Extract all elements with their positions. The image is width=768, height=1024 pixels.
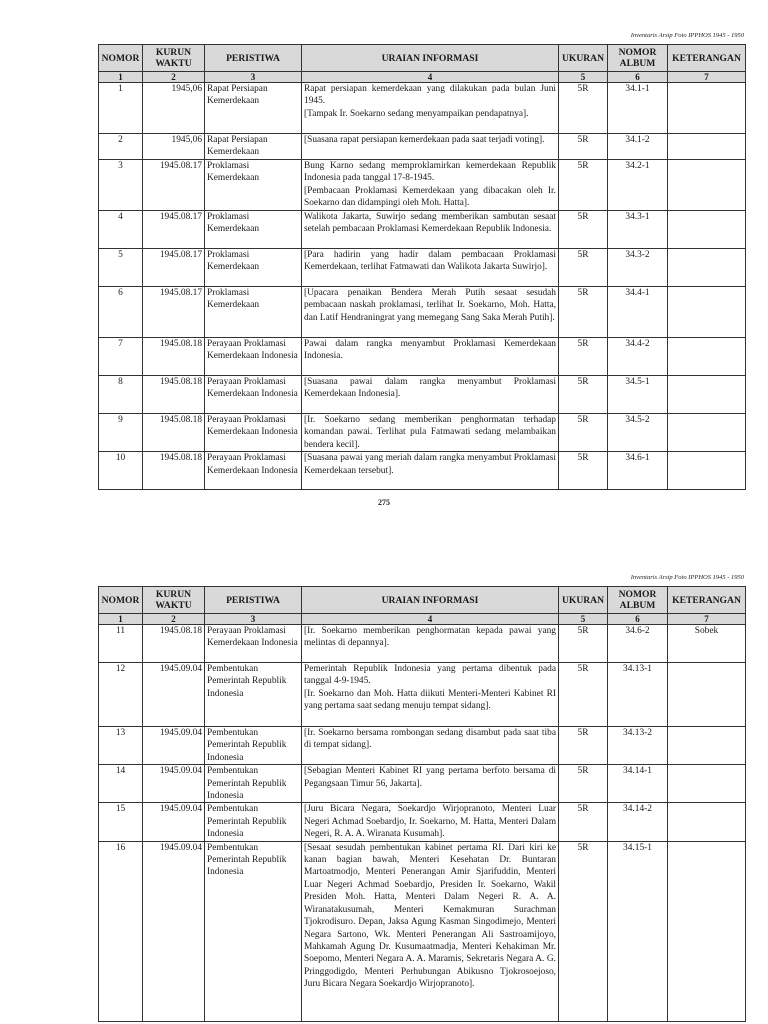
cell-nomor-album: 34.13-2	[608, 727, 668, 765]
cell-uraian-informasi	[302, 414, 559, 452]
cell-peristiwa: Perayaan Proklamasi Kemerdekaan Indonesia	[205, 376, 302, 414]
table-row	[99, 765, 746, 803]
table-row	[99, 338, 746, 376]
cell-keterangan	[668, 663, 746, 727]
cell-ukuran: 5R	[559, 452, 608, 490]
cell-uraian-informasi	[302, 625, 559, 663]
uraian-paragraph: [Suasana pawai dalam rangka menyambut Proklamasi Kemerdekaan Indonesia].	[304, 377, 556, 400]
cell-ukuran: 5R	[559, 287, 608, 338]
uraian-paragraph: [Ir. Soekarno dan Moh. Hatta diikuti Menteri-Menteri Kabinet RI yang pertama saat sedang menuju tempat sidang].	[304, 688, 556, 712]
uraian-paragraph: [Upacara penaikan Bendera Merah Putih sesaat sesudah pembacaan naskah proklamasi, terlihat Ir. Soekarno, Moh. Hatta, dan Latif Hendraningrat yang memegang Sang Saka Merah Putih].	[304, 288, 556, 323]
cell-peristiwa: Pembentukan Pemerintah Republik Indonesia	[205, 841, 302, 1021]
header-ukuran: UKURAN	[559, 587, 608, 614]
cell-peristiwa: Perayaan Proklamasi Kemerdekaan Indonesia	[205, 452, 302, 490]
header-nomor-album: NOMOR ALBUM	[608, 45, 668, 72]
cell-peristiwa: Proklamasi Kemerdekaan	[205, 249, 302, 287]
table-row	[99, 249, 746, 287]
table-row	[99, 841, 746, 1021]
uraian-paragraph: [Suasana pawai yang meriah dalam rangka menyambut Proklamasi Kemerdekaan tersebut].	[304, 453, 556, 476]
cell-uraian-informasi	[302, 727, 559, 765]
inventory-table	[98, 586, 746, 1022]
cell-nomor: 7	[99, 338, 143, 376]
cell-kurun-waktu: 1945.09.04	[143, 803, 205, 841]
cell-uraian-informasi	[302, 249, 559, 287]
cell-keterangan	[668, 338, 746, 376]
cell-peristiwa: Proklamasi Kemerdekaan	[205, 211, 302, 249]
header-nomor: NOMOR	[99, 45, 143, 72]
cell-keterangan: Sobek	[668, 625, 746, 663]
cell-ukuran: 5R	[559, 83, 608, 134]
cell-ukuran: 5R	[559, 376, 608, 414]
cell-uraian-informasi	[302, 160, 559, 211]
cell-nomor: 4	[99, 211, 143, 249]
cell-keterangan	[668, 765, 746, 803]
cell-keterangan	[668, 452, 746, 490]
document-page-2	[0, 560, 768, 1024]
cell-kurun-waktu: 1945.08.18	[143, 376, 205, 414]
cell-nomor-album: 34.5-1	[608, 376, 668, 414]
table-row	[99, 803, 746, 841]
column-number-row	[99, 72, 746, 83]
cell-nomor-album: 34.13-1	[608, 663, 668, 727]
cell-ukuran: 5R	[559, 803, 608, 841]
column-header-row	[99, 45, 746, 72]
cell-nomor: 13	[99, 727, 143, 765]
cell-nomor-album: 34.6-1	[608, 452, 668, 490]
header-ukuran: UKURAN	[559, 45, 608, 72]
cell-ukuran: 5R	[559, 414, 608, 452]
column-number: 2	[143, 614, 205, 625]
cell-peristiwa: Perayaan Proklamasi Kemerdekaan Indonesia	[205, 338, 302, 376]
uraian-paragraph: [Sesaat sesudah pembentukan kabinet pertama RI. Dari kiri ke kanan bagian bawah, Menteri Kesehatan Dr. Buntaran Martoatmodjo, Menteri Penerangan Amir Sjarifuddin, Menteri Luar Negeri Achmad Soebardjo, Presiden Ir. Soekarno, Wakil Presiden Moh. Hatta, Menteri Dalam Negeri R. A. A. Wiranatakusumah, Menteri Kemakmuran Surachman Tjokrodisuro. Depan, Jaksa Agung Kasman Singodimejo, Menteri Negara Sartono, Wk. Menteri Penerangan Ali Sastroamijoyo, Mahkamah Agung Dr. Kusumaatmadja, Menteri Kehakiman Mr. Soepomo, Menteri Negara A. A. Maramis, Sekretaris Negara A. G. Pringgodigdo, Menteri Perhubungan Abikusno Tjokrosoejoso, Juru Bicara Negara Soekardjo Wirjopranoto].	[304, 842, 556, 990]
cell-kurun-waktu: 1945,06	[143, 83, 205, 134]
cell-keterangan	[668, 134, 746, 160]
table-row	[99, 663, 746, 727]
cell-nomor: 12	[99, 663, 143, 727]
column-number: 1	[99, 614, 143, 625]
cell-uraian-informasi	[302, 803, 559, 841]
header-nomor: NOMOR	[99, 587, 143, 614]
cell-uraian-informasi	[302, 83, 559, 134]
cell-uraian-informasi	[302, 287, 559, 338]
cell-ukuran: 5R	[559, 211, 608, 249]
column-number: 7	[668, 72, 746, 83]
uraian-paragraph: [Ir. Soekarno memberikan penghormatan kepada pawai yang melintas di depannya].	[304, 626, 556, 649]
table-row	[99, 83, 746, 134]
cell-ukuran: 5R	[559, 134, 608, 160]
cell-kurun-waktu: 1945.08.17	[143, 160, 205, 211]
cell-nomor-album: 34.4-1	[608, 287, 668, 338]
header-kurun-waktu: KURUN WAKTU	[143, 587, 205, 614]
cell-uraian-informasi	[302, 663, 559, 727]
cell-keterangan	[668, 803, 746, 841]
uraian-paragraph: Pemerintah Republik Indonesia yang pertama dibentuk pada tanggal 4-9-1945.	[304, 664, 556, 687]
cell-nomor-album: 34.14-2	[608, 803, 668, 841]
column-number: 6	[608, 72, 668, 83]
table-row	[99, 134, 746, 160]
cell-ukuran: 5R	[559, 160, 608, 211]
cell-nomor: 6	[99, 287, 143, 338]
cell-kurun-waktu: 1945.08.17	[143, 287, 205, 338]
cell-uraian-informasi	[302, 134, 559, 160]
running-header: Inventaris Arsip Foto IPPHOS 1945 - 1950	[630, 574, 744, 581]
uraian-paragraph: [Ir. Soekarno bersama rombongan sedang disambut pada saat tiba di tempat sidang].	[304, 728, 556, 751]
cell-ukuran: 5R	[559, 663, 608, 727]
table-row	[99, 287, 746, 338]
cell-uraian-informasi	[302, 765, 559, 803]
cell-nomor: 15	[99, 803, 143, 841]
cell-keterangan	[668, 727, 746, 765]
header-keterangan: KETERANGAN	[668, 45, 746, 72]
cell-nomor-album: 34.1-1	[608, 83, 668, 134]
uraian-paragraph: [Juru Bicara Negara, Soekardjo Wirjopranoto, Menteri Luar Negeri Achmad Soebardjo, Ir. Soekarno, M. Hatta, Menteri Dalam Negeri, R. A. A. Wiranata Kusumah].	[304, 804, 556, 840]
cell-uraian-informasi	[302, 452, 559, 490]
cell-ukuran: 5R	[559, 249, 608, 287]
cell-ukuran: 5R	[559, 765, 608, 803]
uraian-paragraph: [Para hadirin yang hadir dalam pembacaan Proklamasi Kemerdekaan, terlihat Fatmawati dan Walikota Jakarta Suwirjo].	[304, 250, 556, 273]
header-uraian-informasi: URAIAN INFORMASI	[302, 45, 559, 72]
uraian-paragraph: Rapat persiapan kemerdekaan yang dilakukan pada bulan Juni 1945.	[304, 84, 556, 107]
uraian-paragraph: [Tampak Ir. Soekarno sedang menyampaikan pendapatnya].	[304, 108, 529, 119]
cell-ukuran: 5R	[559, 338, 608, 376]
cell-kurun-waktu: 1945.08.17	[143, 249, 205, 287]
cell-peristiwa: Rapat Persiapan Kemerdekaan	[205, 134, 302, 160]
cell-keterangan	[668, 160, 746, 211]
uraian-paragraph: [Ir. Soekarno sedang memberikan penghormatan terhadap komandan pawai. Terlihat pula Fatmawati sedang melambaikan bendera kecil].	[304, 415, 556, 450]
cell-kurun-waktu: 1945.08.18	[143, 452, 205, 490]
cell-peristiwa: Rapat Persiapan Kemerdekaan	[205, 83, 302, 134]
cell-nomor-album: 34.5-2	[608, 414, 668, 452]
cell-kurun-waktu: 1945.08.18	[143, 338, 205, 376]
uraian-paragraph: Walikota Jakarta, Suwirjo sedang memberikan sambutan sesaat setelah pembacaan Proklamasi Kemerdekaan Republik Indonesia.	[304, 212, 556, 235]
cell-keterangan	[668, 841, 746, 1021]
cell-peristiwa: Pembentukan Pemerintah Republik Indonesia	[205, 727, 302, 765]
cell-peristiwa: Perayaan Proklamasi Kemerdekaan Indonesia	[205, 625, 302, 663]
uraian-paragraph: [Pembacaan Proklamasi Kemerdekaan yang dibacakan oleh Ir. Soekarno dan didampingi oleh Moh. Hatta].	[304, 185, 556, 209]
cell-nomor: 3	[99, 160, 143, 211]
column-number: 5	[559, 72, 608, 83]
cell-uraian-informasi	[302, 376, 559, 414]
cell-nomor: 11	[99, 625, 143, 663]
cell-uraian-informasi	[302, 841, 559, 1021]
header-peristiwa: PERISTIWA	[205, 587, 302, 614]
cell-kurun-waktu: 1945.08.18	[143, 625, 205, 663]
cell-nomor: 1	[99, 83, 143, 134]
cell-kurun-waktu: 1945.08.17	[143, 211, 205, 249]
cell-nomor-album: 34.1-2	[608, 134, 668, 160]
column-number: 2	[143, 72, 205, 83]
cell-nomor-album: 34.4-2	[608, 338, 668, 376]
cell-nomor: 16	[99, 841, 143, 1021]
cell-peristiwa: Perayaan Proklamasi Kemerdekaan Indonesia	[205, 414, 302, 452]
column-number: 7	[668, 614, 746, 625]
cell-ukuran: 5R	[559, 625, 608, 663]
uraian-paragraph: [Suasana rapat persiapan kemerdekaan pada saat terjadi voting].	[304, 135, 545, 145]
column-number-row	[99, 614, 746, 625]
header-kurun-waktu: KURUN WAKTU	[143, 45, 205, 72]
cell-kurun-waktu: 1945.09.04	[143, 765, 205, 803]
cell-peristiwa: Pembentukan Pemerintah Republik Indonesia	[205, 765, 302, 803]
cell-kurun-waktu: 1945.09.04	[143, 663, 205, 727]
cell-nomor: 8	[99, 376, 143, 414]
column-number: 4	[302, 614, 559, 625]
cell-keterangan	[668, 287, 746, 338]
cell-peristiwa: Proklamasi Kemerdekaan	[205, 160, 302, 211]
uraian-paragraph: Bung Karno sedang memproklamirkan kemerdekaan Republik Indonesia pada tanggal 17-8-1945.	[304, 161, 556, 184]
column-number: 3	[205, 614, 302, 625]
header-nomor-album: NOMOR ALBUM	[608, 587, 668, 614]
column-number: 3	[205, 72, 302, 83]
column-header-row	[99, 587, 746, 614]
column-number: 4	[302, 72, 559, 83]
table-row	[99, 376, 746, 414]
table-row	[99, 160, 746, 211]
cell-ukuran: 5R	[559, 841, 608, 1021]
header-keterangan: KETERANGAN	[668, 587, 746, 614]
cell-nomor: 5	[99, 249, 143, 287]
table-row	[99, 625, 746, 663]
cell-peristiwa: Proklamasi Kemerdekaan	[205, 287, 302, 338]
table-row	[99, 414, 746, 452]
table-row	[99, 452, 746, 490]
cell-peristiwa: Pembentukan Pemerintah Republik Indonesia	[205, 803, 302, 841]
cell-nomor-album: 34.3-2	[608, 249, 668, 287]
cell-kurun-waktu: 1945.08.18	[143, 414, 205, 452]
cell-nomor-album: 34.2-1	[608, 160, 668, 211]
column-number: 5	[559, 614, 608, 625]
column-number: 6	[608, 614, 668, 625]
cell-uraian-informasi	[302, 211, 559, 249]
cell-nomor-album: 34.15-1	[608, 841, 668, 1021]
cell-nomor-album: 34.14-1	[608, 765, 668, 803]
running-header: Inventaris Arsip Foto IPPHOS 1945 - 1950	[630, 32, 744, 39]
cell-nomor: 14	[99, 765, 143, 803]
inventory-table	[98, 44, 746, 490]
page-number: 275	[378, 498, 390, 507]
cell-peristiwa: Pembentukan Pemerintah Republik Indonesia	[205, 663, 302, 727]
cell-keterangan	[668, 83, 746, 134]
cell-kurun-waktu: 1945,06	[143, 134, 205, 160]
header-peristiwa: PERISTIWA	[205, 45, 302, 72]
cell-nomor-album: 34.6-2	[608, 625, 668, 663]
table-row	[99, 211, 746, 249]
cell-keterangan	[668, 211, 746, 249]
cell-nomor: 9	[99, 414, 143, 452]
cell-keterangan	[668, 414, 746, 452]
cell-uraian-informasi	[302, 338, 559, 376]
cell-nomor: 2	[99, 134, 143, 160]
header-uraian-informasi: URAIAN INFORMASI	[302, 587, 559, 614]
cell-nomor: 10	[99, 452, 143, 490]
cell-ukuran: 5R	[559, 727, 608, 765]
cell-keterangan	[668, 376, 746, 414]
uraian-paragraph: [Sebagian Menteri Kabinet RI yang pertama berfoto bersama di Pegangsaan Timur 56, Jakarta].	[304, 766, 556, 789]
table-row	[99, 727, 746, 765]
cell-kurun-waktu: 1945.09.04	[143, 727, 205, 765]
column-number: 1	[99, 72, 143, 83]
cell-keterangan	[668, 249, 746, 287]
uraian-paragraph: Pawai dalam rangka menyambut Proklamasi Kemerdekaan Indonesia.	[304, 339, 556, 362]
cell-nomor-album: 34.3-1	[608, 211, 668, 249]
cell-kurun-waktu: 1945.09.04	[143, 841, 205, 1021]
